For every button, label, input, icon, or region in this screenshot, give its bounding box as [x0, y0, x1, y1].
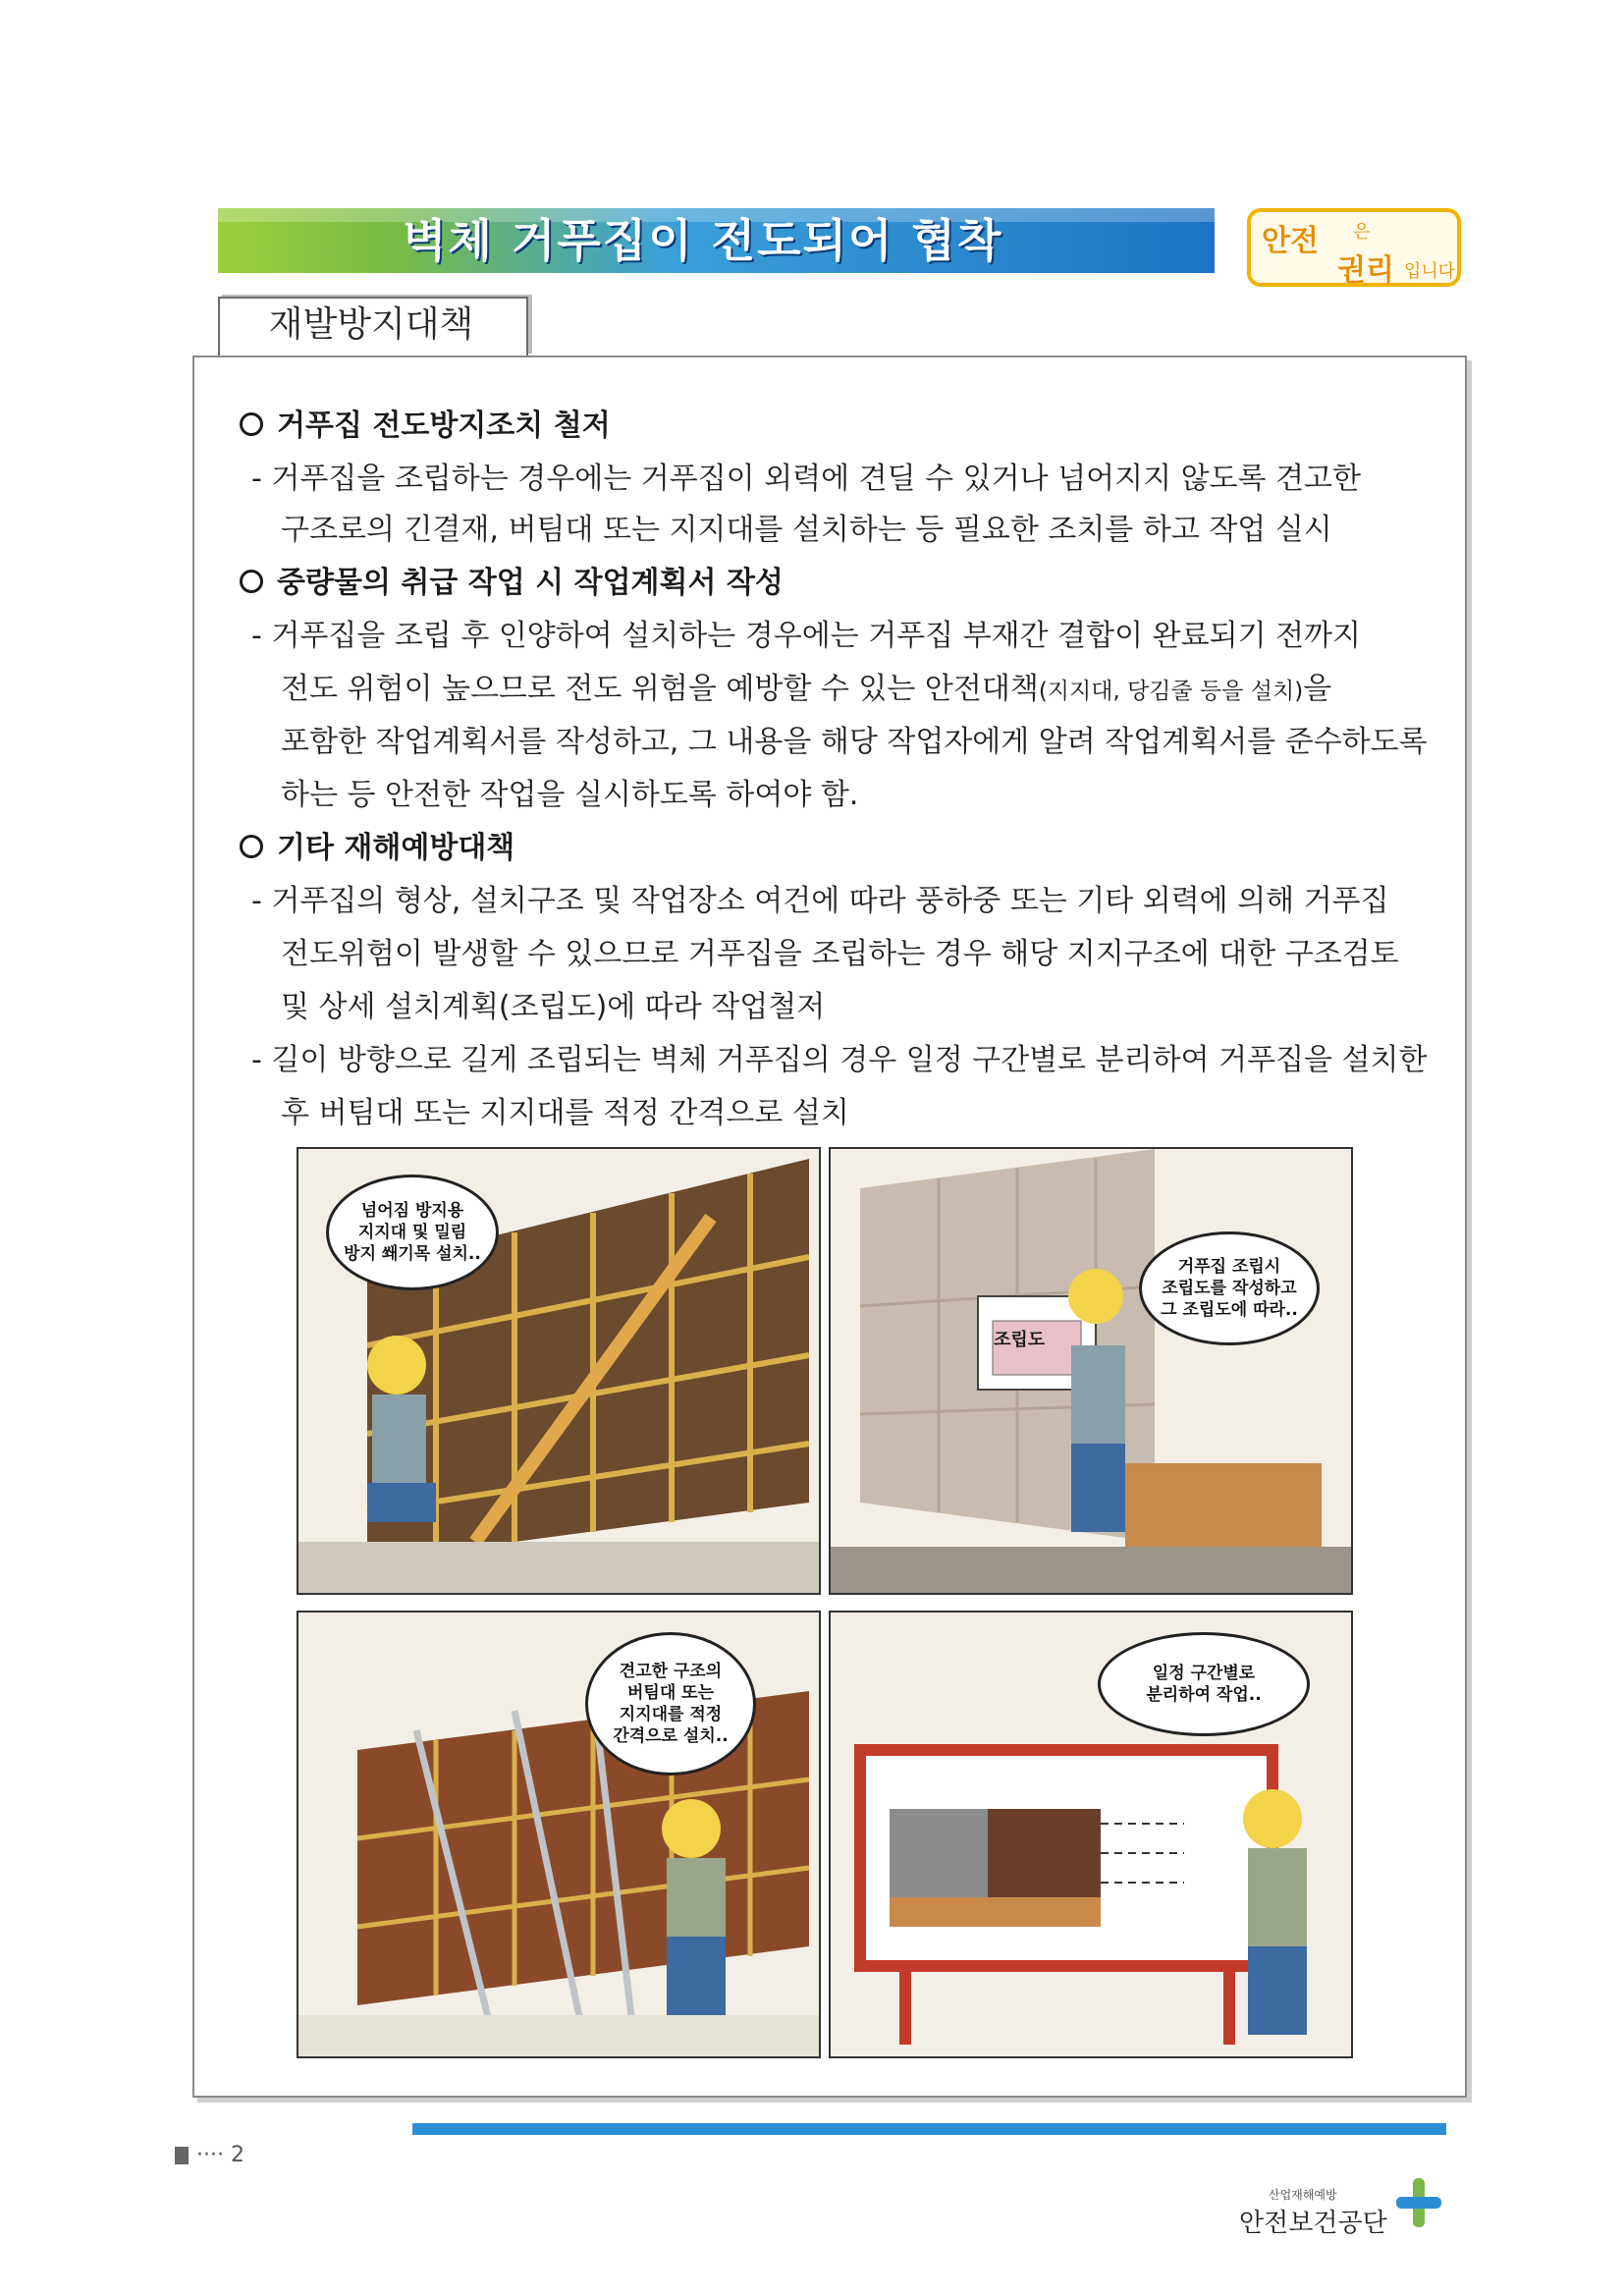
body-line: - 길이 방향으로 길게 조립되는 벽체 거푸집의 경우 일정 구간별로 분리하여 거푸집을 설치한	[251, 1043, 1428, 1077]
body-line: - 거푸집을 조립하는 경우에는 거푸집이 외력에 견딜 수 있거나 넘어지지 않도록 견고한	[251, 462, 1362, 496]
org-name: 안전보건공단	[1239, 2209, 1387, 2238]
body-line: 구조로의 긴결재, 버팀대 또는 지지대를 설치하는 등 필요한 조치를 하고 작업 실시	[281, 513, 1332, 547]
body-line: 전도 위험이 높으므로 전도 위험을 예방할 수 있는 안전대책(지지대, 당김줄 등을 설치)을	[281, 672, 1332, 706]
body-line: 및 상세 설치계획(조립도)에 따라 작업철저	[281, 990, 826, 1024]
body-line: - 거푸집의 형상, 설치구조 및 작업장소 여건에 따라 풍하중 또는 기타 외력에 의해 거푸집	[251, 884, 1389, 918]
section-heading: 거푸집 전도방지조치 철저	[240, 401, 611, 444]
page-title: 벽체 거푸집이 전도되어 협착	[403, 214, 1003, 267]
body-line: 포함한 작업계획서를 작성하고, 그 내용을 해당 작업자에게 알려 작업계획서를 준수하도록	[281, 725, 1428, 759]
logo-text-2: 은	[1353, 222, 1371, 243]
org-logo-icon	[1396, 2178, 1441, 2227]
circle-bullet-icon	[240, 570, 263, 593]
page-marker-icon	[175, 2147, 189, 2164]
speech-bubble: 일정 구간별로 분리하여 작업..	[1098, 1632, 1310, 1736]
blueprint-illustration	[831, 1149, 1351, 1593]
org-tagline: 산업재해예방	[1269, 2188, 1337, 2202]
section-tab-label: 재발방지대책	[268, 304, 474, 345]
speech-bubble: 견고한 구조의 버팀대 또는 지지대를 적정 간격으로 설치..	[585, 1632, 756, 1776]
section-heading: 중량물의 취급 작업 시 작업계획서 작성	[240, 558, 784, 601]
speech-bubble: 넘어짐 방지용 지지대 및 밀림 방지 쐐기목 설치..	[326, 1175, 499, 1290]
body-line: 하는 등 안전한 작업을 실시하도록 하여야 함.	[281, 778, 859, 812]
logo-text-4: 입니다	[1404, 261, 1456, 282]
page-number: ···· 2	[196, 2143, 244, 2167]
comic-panel-2	[829, 1147, 1353, 1595]
body-line: - 거푸집을 조립 후 인양하여 설치하는 경우에는 거푸집 부재간 결합이 완료되기 전까지	[251, 619, 1362, 653]
body-line: 후 버팀대 또는 지지대를 적정 간격으로 설치	[281, 1096, 849, 1130]
speech-bubble: 거푸집 조립시 조립도를 작성하고 그 조립도에 따라..	[1139, 1231, 1320, 1345]
logo-text-1: 안전	[1262, 224, 1319, 258]
circle-bullet-icon	[240, 412, 263, 436]
circle-bullet-icon	[240, 835, 263, 858]
section-heading: 기타 재해예방대책	[240, 823, 514, 866]
logo-text-3: 권리	[1337, 253, 1394, 288]
footer-bar	[412, 2123, 1446, 2135]
blueprint-label: 조립도	[994, 1330, 1046, 1350]
body-line: 전도위험이 발생할 수 있으므로 거푸집을 조립하는 경우 해당 지지구조에 대한 구조검토	[281, 937, 1399, 971]
